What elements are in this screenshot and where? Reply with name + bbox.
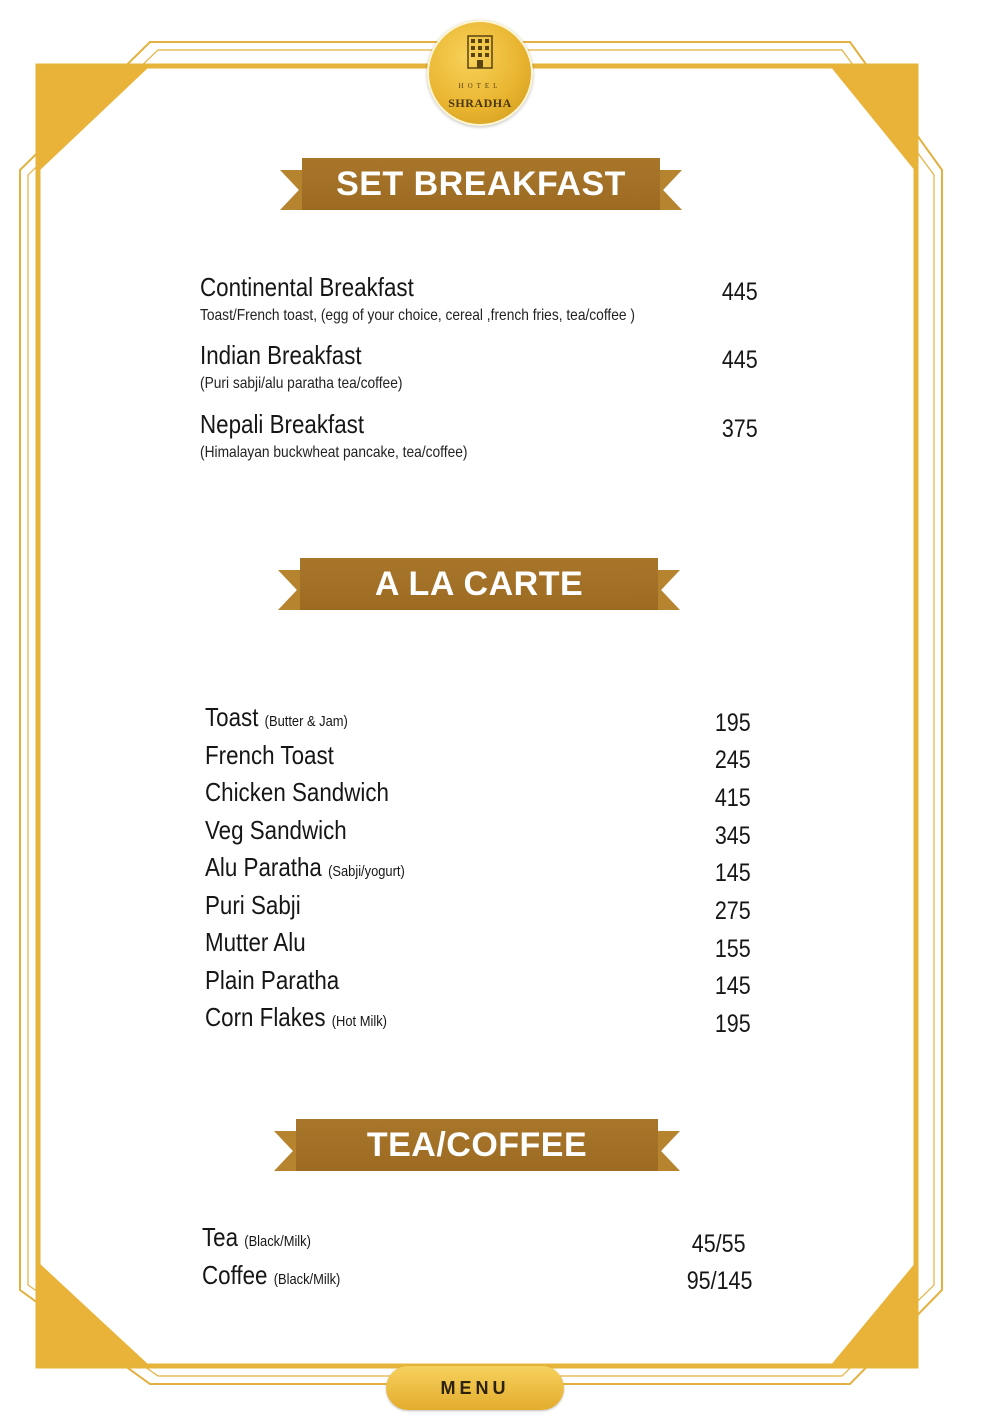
menu-footer-label: MENU <box>386 1366 564 1410</box>
price-chicken-sandwich: 415 <box>715 784 751 812</box>
item-name-alu-paratha <box>205 852 405 883</box>
item-name-puri-sabji: Puri Sabji <box>205 890 301 920</box>
price-french-toast: 245 <box>715 746 751 774</box>
item-label: Corn Flakes <box>205 1002 326 1032</box>
item-label: Toast <box>205 702 259 732</box>
item-name-chicken-sandwich: Chicken Sandwich <box>205 777 389 807</box>
section-title: A LA CARTE <box>374 564 584 603</box>
price-plain-paratha: 145 <box>715 972 751 1000</box>
item-note: (Black/Milk) <box>273 1271 341 1288</box>
price-nepali-breakfast: 375 <box>722 415 758 443</box>
item-name-indian-breakfast: Indian Breakfast <box>200 340 362 370</box>
price-alu-paratha: 145 <box>715 859 751 887</box>
item-note: (Hot Milk) <box>331 1013 387 1030</box>
price-mutter-alu: 155 <box>715 935 751 963</box>
section-title: SET BREAKFAST <box>336 164 626 203</box>
price-toast: 195 <box>715 709 751 737</box>
logo-top-text: HOTEL <box>458 82 502 90</box>
price-veg-sandwich: 345 <box>715 822 751 850</box>
item-desc-nepali-breakfast: (Himalayan buckwheat pancake, tea/coffee) <box>200 444 468 461</box>
hotel-logo <box>427 20 533 126</box>
item-name-toast <box>205 702 348 733</box>
price-corn-flakes: 195 <box>715 1010 751 1038</box>
item-name-french-toast: French Toast <box>205 740 334 770</box>
item-desc-indian-breakfast: (Puri sabji/alu paratha tea/coffee) <box>200 375 403 392</box>
section-heading-set-breakfast <box>302 158 660 210</box>
item-label: Coffee <box>202 1260 268 1290</box>
section-heading-tea-coffee <box>296 1119 658 1171</box>
section-title: TEA/COFFEE <box>366 1125 588 1164</box>
item-name-veg-sandwich: Veg Sandwich <box>205 815 347 845</box>
item-name-coffee <box>202 1260 340 1291</box>
price-continental-breakfast: 445 <box>722 278 758 306</box>
ribbon-band <box>296 1119 658 1171</box>
item-note: (Sabji/yogurt) <box>328 863 405 880</box>
item-name-plain-paratha: Plain Paratha <box>205 965 340 995</box>
item-name-mutter-alu: Mutter Alu <box>205 927 306 957</box>
section-heading-a-la-carte <box>300 558 658 610</box>
hotel-building-icon <box>467 34 493 70</box>
price-puri-sabji: 275 <box>715 897 751 925</box>
item-note: (Butter & Jam) <box>264 713 348 730</box>
item-label: Alu Paratha <box>205 852 322 882</box>
price-coffee: 95/145 <box>686 1267 752 1295</box>
item-label: Tea <box>202 1222 239 1252</box>
item-name-tea <box>202 1222 311 1253</box>
item-desc-continental-breakfast: Toast/French toast, (egg of your choice, cereal ,french fries, tea/coffee ) <box>200 307 635 324</box>
ribbon-band <box>300 558 658 610</box>
item-name-corn-flakes <box>205 1002 387 1033</box>
item-name-nepali-breakfast: Nepali Breakfast <box>200 409 365 439</box>
item-note: (Black/Milk) <box>244 1233 311 1250</box>
ribbon-band <box>302 158 660 210</box>
price-indian-breakfast: 445 <box>722 346 758 374</box>
logo-hotel-name: SHRADHA <box>448 96 512 110</box>
price-tea: 45/55 <box>692 1230 746 1258</box>
item-name-continental-breakfast: Continental Breakfast <box>200 272 414 302</box>
